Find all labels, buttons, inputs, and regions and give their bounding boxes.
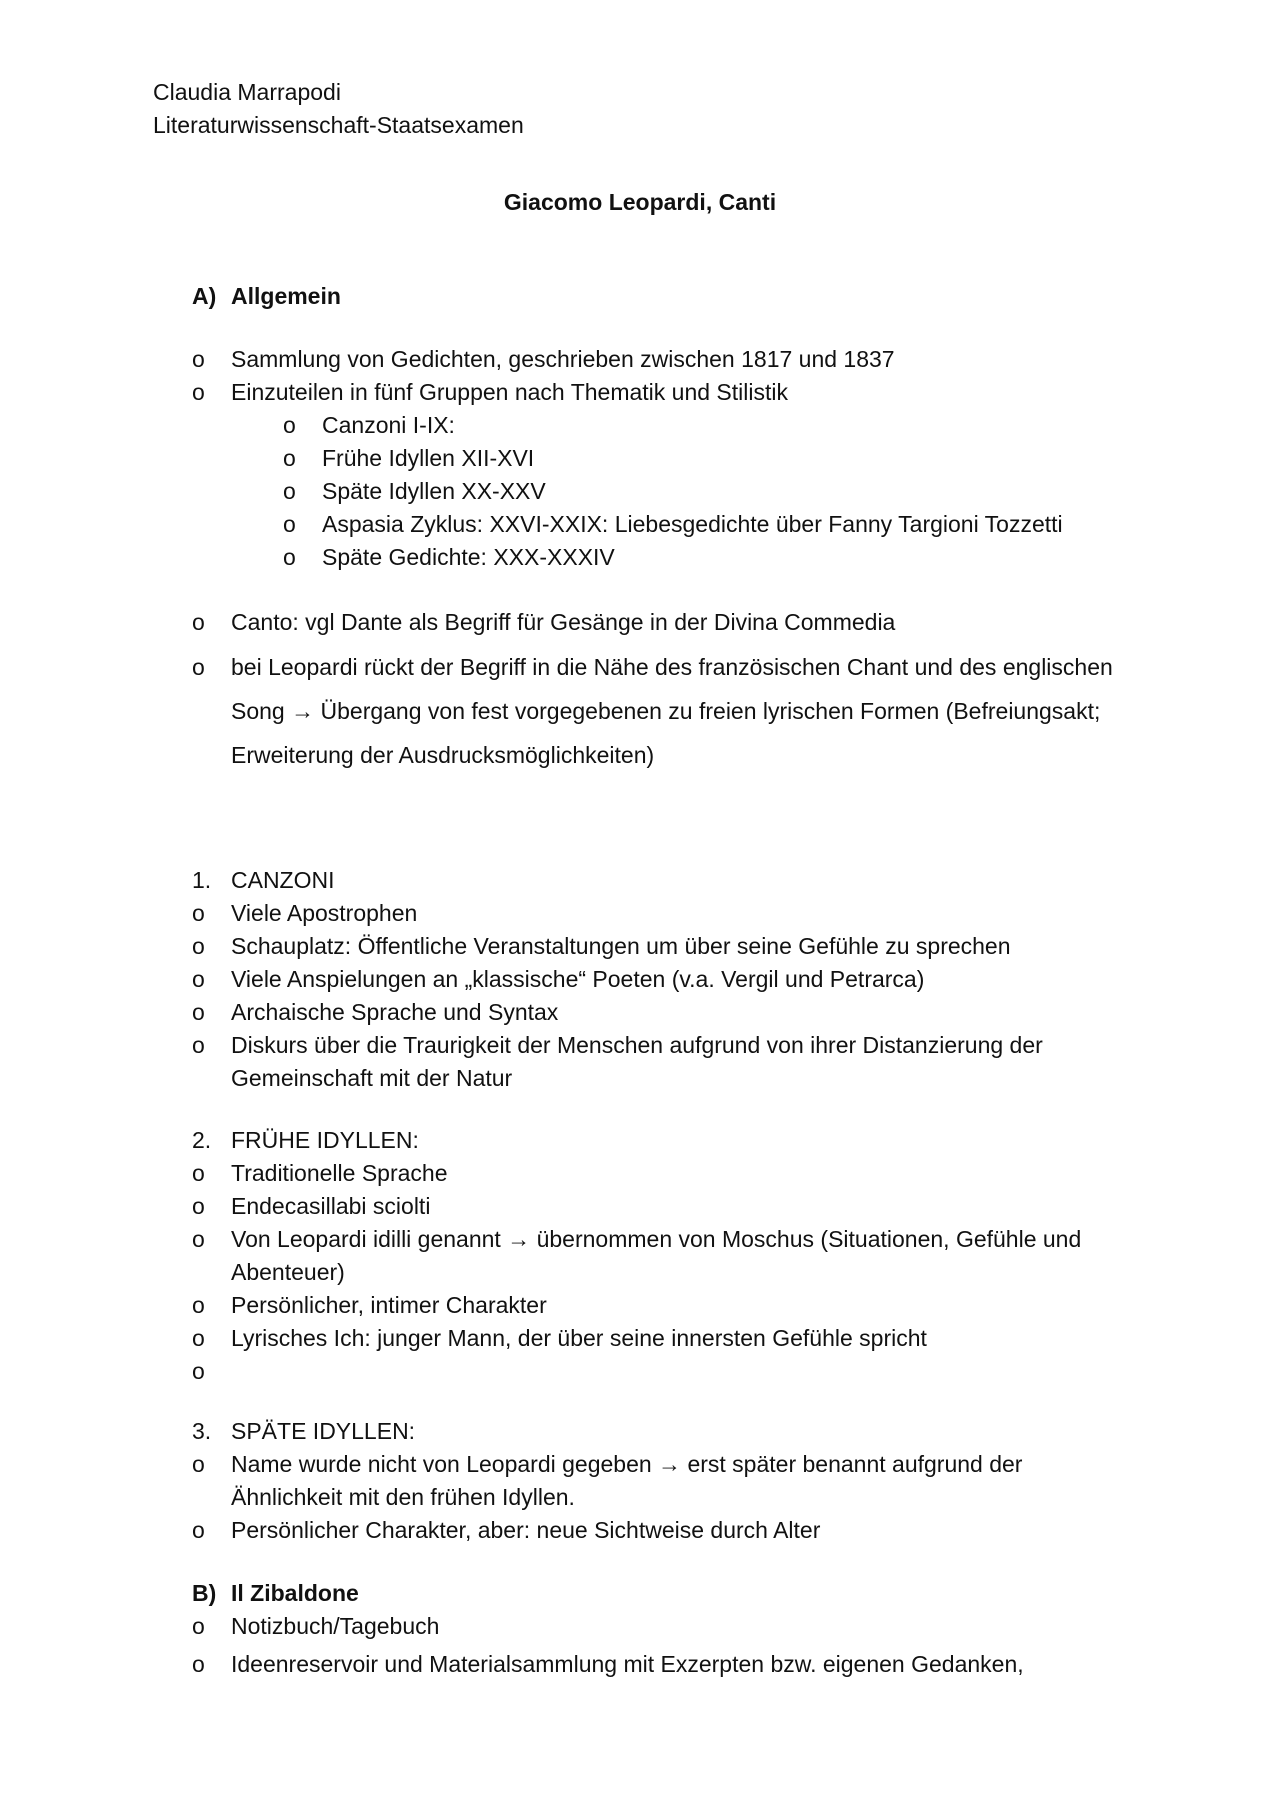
bullet-icon: o — [192, 609, 205, 635]
list-item: Endecasillabi sciolti — [231, 1193, 431, 1219]
list-item-continuation: Gemeinschaft mit der Natur — [231, 1065, 513, 1091]
bullet-icon: o — [192, 1226, 205, 1252]
bullet-icon: o — [192, 1517, 205, 1543]
list-item: Name wurde nicht von Leopardi gegeben → erst später benannt aufgrund der — [231, 1451, 1023, 1477]
bullet-icon: o — [192, 1160, 205, 1186]
list-item: Persönlicher Charakter, aber: neue Sichtweise durch Alter — [231, 1517, 821, 1543]
bullet-icon: o — [283, 511, 296, 537]
section-heading: FRÜHE IDYLLEN: — [231, 1127, 419, 1153]
list-item: Lyrisches Ich: junger Mann, der über seine innersten Gefühle spricht — [231, 1325, 927, 1351]
list-item-continuation: Erweiterung der Ausdrucksmöglichkeiten) — [231, 742, 655, 768]
section-heading: CANZONI — [231, 867, 335, 893]
bullet-icon: o — [192, 1032, 205, 1058]
bullet-icon: o — [192, 1193, 205, 1219]
list-item: Von Leopardi idilli genannt → übernommen von Moschus (Situationen, Gefühle und — [231, 1226, 1082, 1252]
bullet-icon: o — [192, 999, 205, 1025]
sub-list-item: Späte Idyllen XX-XXV — [322, 478, 546, 504]
list-item: Sammlung von Gedichten, geschrieben zwischen 1817 und 1837 — [231, 346, 895, 372]
section-number: 2. — [192, 1127, 212, 1153]
list-item: Traditionelle Sprache — [231, 1160, 448, 1186]
list-item: Notizbuch/Tagebuch — [231, 1613, 440, 1639]
list-item: Persönlicher, intimer Charakter — [231, 1292, 547, 1318]
sub-list-item: Canzoni I-IX: — [322, 412, 455, 438]
sub-list-item: Frühe Idyllen XII-XVI — [322, 445, 535, 471]
document-title: Giacomo Leopardi, Canti — [503, 189, 777, 215]
bullet-icon: o — [192, 1325, 205, 1351]
list-item: Schauplatz: Öffentliche Veranstaltungen um über seine Gefühle zu sprechen — [231, 933, 1011, 959]
section-a-marker: A) — [192, 283, 217, 309]
bullet-icon: o — [283, 544, 296, 570]
bullet-icon: o — [192, 1613, 205, 1639]
sub-list-item: Späte Gedichte: XXX-XXXIV — [322, 544, 615, 570]
list-item-continuation: Ähnlichkeit mit den frühen Idyllen. — [231, 1484, 575, 1510]
section-a-heading: Allgemein — [231, 283, 341, 309]
bullet-icon: o — [192, 379, 205, 405]
sub-list-item: Aspasia Zyklus: XXVI-XXIX: Liebesgedichte über Fanny Targioni Tozzetti — [322, 511, 1063, 537]
course-name: Literaturwissenschaft-Staatsexamen — [153, 112, 524, 138]
section-b-heading: Il Zibaldone — [231, 1580, 359, 1606]
section-heading: SPÄTE IDYLLEN: — [231, 1418, 416, 1444]
section-b-marker: B) — [192, 1580, 217, 1606]
list-item: Archaische Sprache und Syntax — [231, 999, 559, 1025]
bullet-icon: o — [192, 1651, 205, 1677]
list-item: bei Leopardi rückt der Begriff in die Nähe des französischen Chant und des englischen — [231, 654, 1113, 680]
bullet-icon: o — [283, 478, 296, 504]
bullet-icon: o — [192, 966, 205, 992]
list-item: Ideenreservoir und Materialsammlung mit Exzerpten bzw. eigenen Gedanken, — [231, 1651, 1024, 1677]
bullet-icon: o — [192, 933, 205, 959]
section-number: 1. — [192, 867, 212, 893]
list-item: Diskurs über die Traurigkeit der Menschen aufgrund von ihrer Distanzierung der — [231, 1032, 1043, 1058]
bullet-icon: o — [192, 346, 205, 372]
list-item: Viele Anspielungen an „klassische“ Poeten (v.a. Vergil und Petrarca) — [231, 966, 925, 992]
bullet-icon: o — [192, 1292, 205, 1318]
bullet-icon: o — [192, 900, 205, 926]
author-name: Claudia Marrapodi — [153, 79, 341, 105]
list-item: Viele Apostrophen — [231, 900, 418, 926]
bullet-icon: o — [192, 1451, 205, 1477]
list-item: Canto: vgl Dante als Begriff für Gesänge in der Divina Commedia — [231, 609, 896, 635]
list-item-continuation: Song → Übergang von fest vorgegebenen zu freien lyrischen Formen (Befreiungsakt; — [231, 698, 1101, 724]
bullet-icon: o — [192, 1358, 205, 1384]
list-item-continuation: Abenteuer) — [231, 1259, 345, 1285]
bullet-icon: o — [283, 412, 296, 438]
bullet-icon: o — [192, 654, 205, 680]
bullet-icon: o — [283, 445, 296, 471]
list-item: Einzuteilen in fünf Gruppen nach Thematik und Stilistik — [231, 379, 788, 405]
section-number: 3. — [192, 1418, 212, 1444]
